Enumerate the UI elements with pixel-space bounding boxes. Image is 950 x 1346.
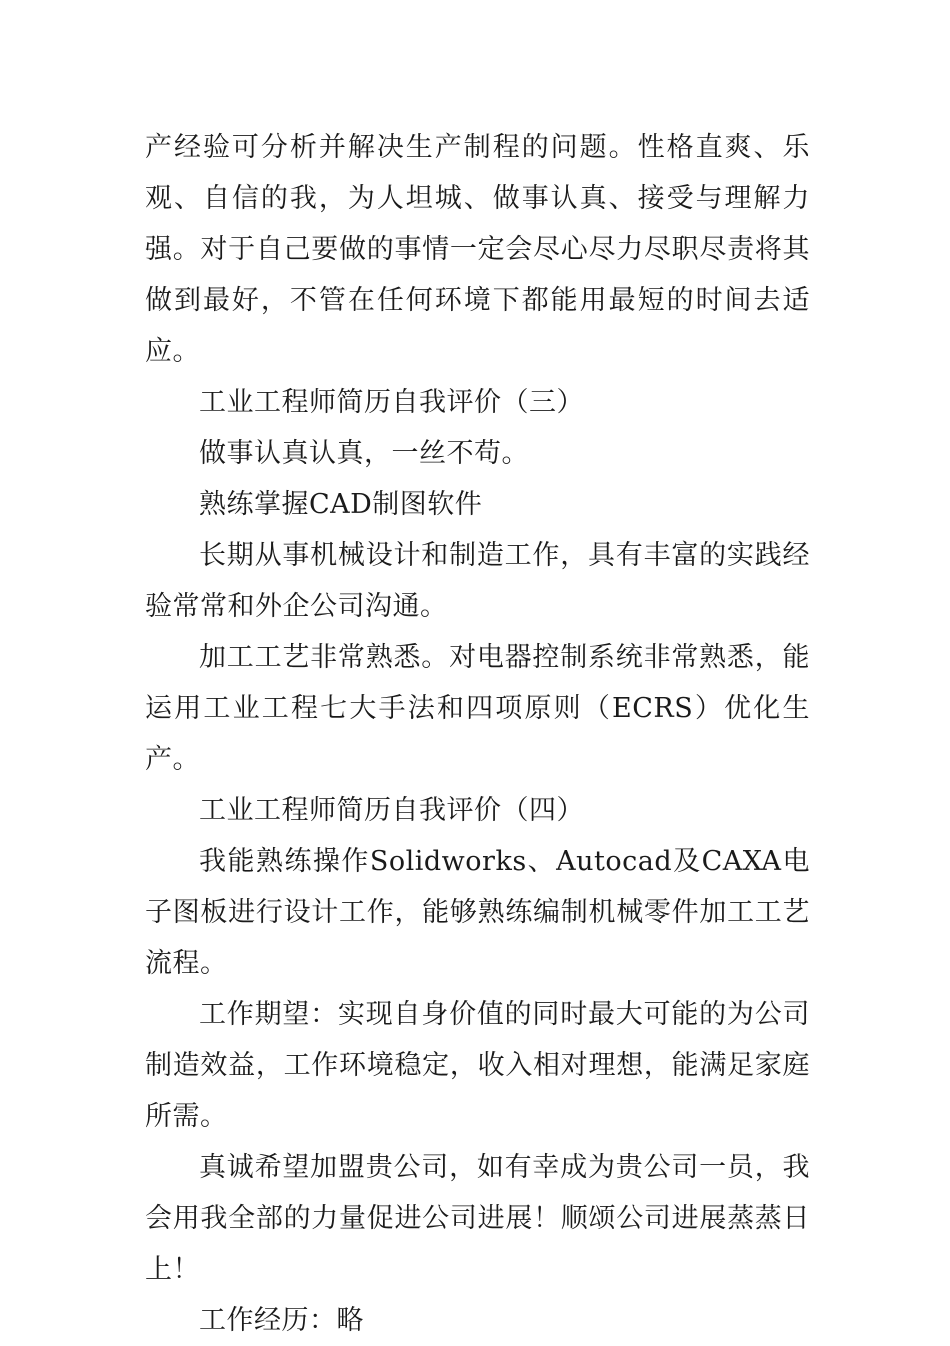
paragraph: 我能熟练操作Solidworks、Autocad及CAXA电子图板进行设计工作，能够熟练编制机械零件加工工艺流程。 xyxy=(145,846,810,979)
paragraph: 熟练掌握CAD制图软件 xyxy=(199,489,483,520)
paragraph-continuation: 产经验可分析并解决生产制程的问题。性格直爽、乐观、自信的我，为人坦城、做事认真、接受与理解力强。对于自己要做的事情一定会尽心尽力尽职尽责将其做到最好，不管在任何环境下都能用最短的时间去适应。 xyxy=(145,132,810,367)
paragraph: 工作期望：实现自身价值的同时最大可能的为公司制造效益，工作环境稳定，收入相对理想，能满足家庭所需。 xyxy=(145,999,810,1132)
paragraph: 长期从事机械设计和制造工作，具有丰富的实践经验常常和外企公司沟通。 xyxy=(145,540,810,622)
paragraph: 工作经历：略 xyxy=(199,1305,364,1336)
section-heading-4: 工业工程师简历自我评价（四） xyxy=(199,795,584,826)
document-body xyxy=(145,122,810,1346)
paragraph: 真诚希望加盟贵公司，如有幸成为贵公司一员，我会用我全部的力量促进公司进展！顺颂公司进展蒸蒸日上！ xyxy=(145,1152,810,1285)
paragraph: 加工工艺非常熟悉。对电器控制系统非常熟悉，能运用工业工程七大手法和四项原则（ECRS）优化生产。 xyxy=(145,642,810,775)
section-heading-3: 工业工程师简历自我评价（三） xyxy=(199,387,584,418)
paragraph: 做事认真认真，一丝不苟。 xyxy=(199,438,529,469)
